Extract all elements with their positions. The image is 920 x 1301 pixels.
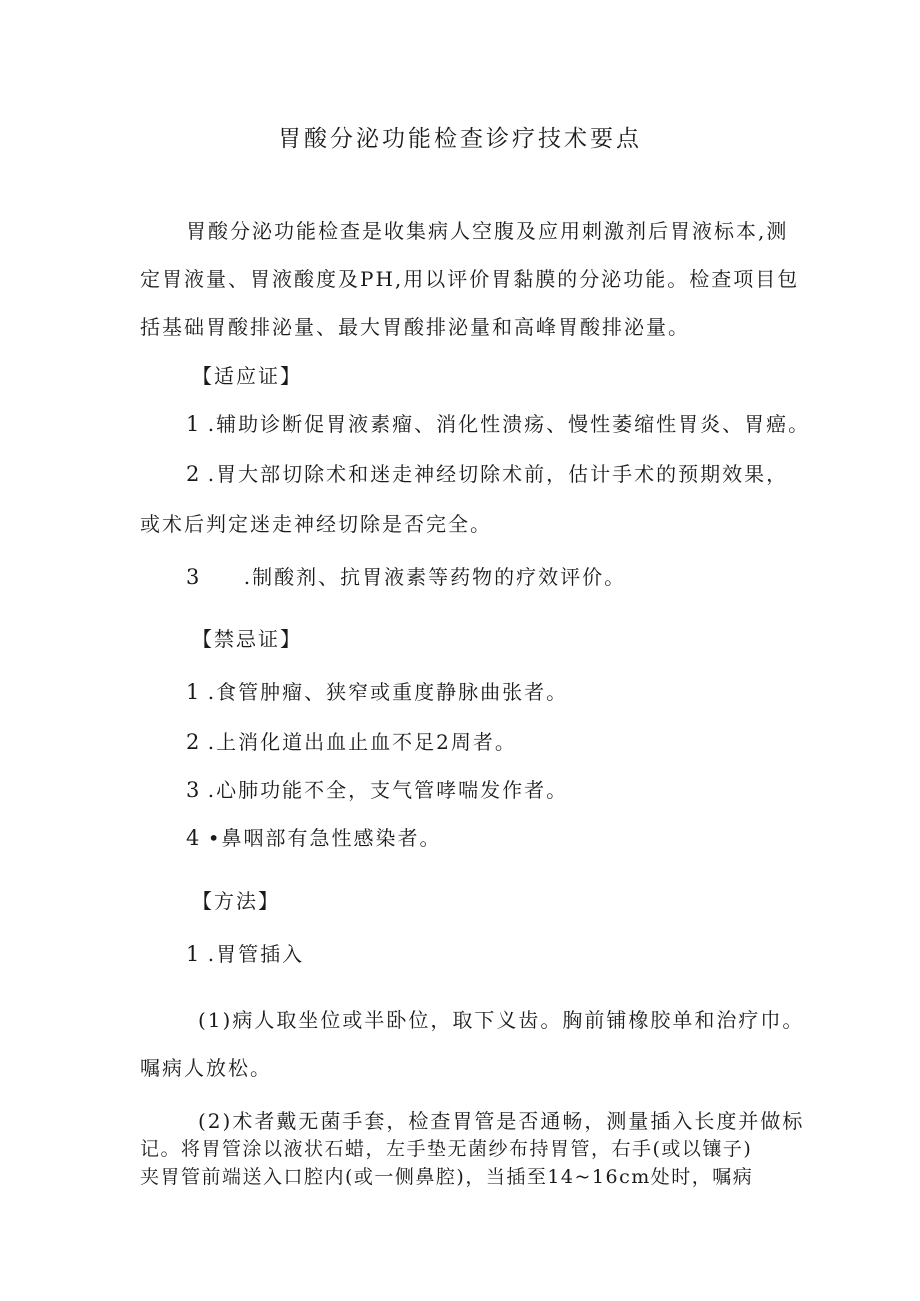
indication-item-1: [186, 411, 810, 437]
method-paragraph-1-line-1: (1)病人取坐位或半卧位，取下义齿。胸前铺橡胶单和治疗巾。: [198, 1008, 805, 1032]
contraindication-item-2-number: 2: [186, 730, 200, 754]
contraindication-item-2-text: .上消化道出血止血不足2周者。: [207, 730, 517, 754]
contraindication-item-1: [186, 679, 568, 705]
indication-item-2-number: 2: [186, 462, 200, 486]
indication-item-3-text: .制酸剂、抗胃液素等药物的疗效评价。: [243, 565, 627, 589]
indication-item-2-text: .胃大部切除术和迷走神经切除术前，估计手术的预期效果，: [207, 462, 789, 486]
indication-item-3-number: 3: [186, 565, 200, 589]
indication-item-2-continuation: 或术后判定迷走神经切除是否完全。: [140, 512, 492, 536]
page-title: 胃酸分泌功能检查诊疗技术要点: [278, 126, 642, 152]
contraindication-item-4-number: 4: [186, 826, 200, 850]
indication-item-1-text: .辅助诊断促胃液素瘤、消化性溃疡、慢性萎缩性胃炎、胃癌。: [207, 412, 811, 436]
method-step-1-text: .胃管插入: [207, 942, 305, 966]
indication-item-3: [186, 564, 626, 590]
method-paragraph-2-line-2: 记。将胃管涂以液状石蜡，左手垫无菌纱布持胃管，右手(或以镶子): [140, 1138, 753, 1160]
method-step-1: [186, 941, 304, 967]
method-heading: 【方法】: [192, 889, 280, 913]
contraindication-item-4-text: •鼻咽部有急性感染者。: [207, 826, 442, 850]
contraindication-item-3-number: 3: [186, 778, 200, 802]
contraindication-item-4: [186, 825, 442, 851]
contraindication-item-1-number: 1: [186, 680, 200, 704]
intro-line-2: 定胃液量、胃液酸度及PH,用以评价胃黏膜的分泌功能。检查项目包: [140, 267, 800, 291]
method-paragraph-1-line-2: 嘱病人放松。: [140, 1056, 272, 1080]
contraindications-heading: 【禁忌证】: [192, 627, 302, 651]
method-paragraph-2-line-3: 夹胃管前端送入口腔内(或一侧鼻腔)，当插至14~16cm处时，嘱病: [140, 1166, 754, 1188]
method-paragraph-2-line-1: (2)术者戴无菌手套，检查胃管是否通畅，测量插入长度并做标: [198, 1109, 805, 1133]
contraindication-item-1-text: .食管肿瘤、狭窄或重度静脉曲张者。: [207, 680, 569, 704]
indication-item-2: [186, 461, 788, 487]
contraindication-item-3: [186, 777, 568, 803]
contraindication-item-2: [186, 729, 517, 755]
intro-line-1: 胃酸分泌功能检查是收集病人空腹及应用刺激剂后胃液标本,测: [186, 219, 789, 243]
indication-item-1-number: 1: [186, 412, 200, 436]
intro-line-3: 括基础胃酸排泌量、最大胃酸排泌量和高峰胃酸排泌量。: [140, 315, 690, 339]
indications-heading: 【适应证】: [192, 364, 302, 388]
method-step-1-number: 1: [186, 942, 200, 966]
contraindication-item-3-text: .心肺功能不全，支气管哮喘发作者。: [207, 778, 569, 802]
